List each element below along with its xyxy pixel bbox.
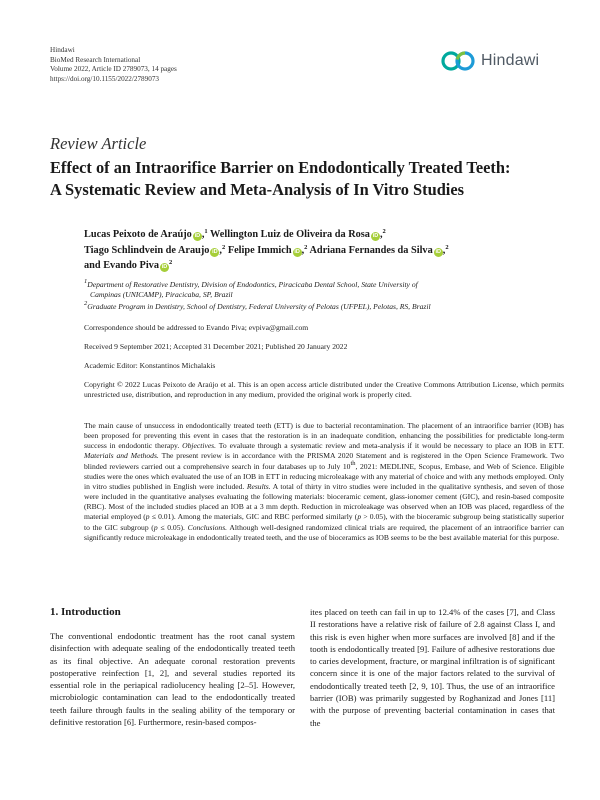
copyright-notice: Copyright © 2022 Lucas Peixoto de Araújo et al. This is an open access article distributed under the Creative Commons Attribution License, which permits unrestricted use, distribution, and reproduction in any medium, provided the original work is properly cited.	[84, 380, 564, 400]
author-affil-sup: 1	[204, 228, 208, 235]
publication-meta	[50, 46, 177, 84]
author-affil-sup: 2	[304, 243, 308, 251]
abstract-text: ≤ 0.01). Among the materials, GIC and RBC performed similarly (	[149, 512, 358, 522]
abstract-text: ≤ 0.05).	[157, 522, 185, 532]
author-affil-sup: 2	[445, 243, 449, 251]
article-type: Review Article	[50, 134, 147, 153]
doi-link[interactable]: https://doi.org/10.1155/2022/2789073	[50, 74, 160, 83]
affiliation-1	[84, 280, 554, 300]
abstract	[84, 421, 564, 543]
publisher-name: Hindawi	[50, 46, 75, 54]
affiliation-2	[84, 302, 554, 312]
abstract-text: The present review is in accordance with the PRISMA 2020 Statement and is registered in the Open Science Framework. Two blinded reviewers carried out a comprehensive search in four databases up to July 10	[84, 451, 564, 471]
abstract-text: > 0.05), with the bioceramic subgroup being statistically superior to the GIC subgroup (	[84, 512, 564, 532]
academic-editor: Academic Editor: Konstantinos Michalakis	[84, 361, 216, 370]
abstract-p-symbol: p	[145, 512, 150, 522]
abstract-p-symbol: p	[357, 512, 362, 522]
abstract-text: Although well-designed randomized clinical trials are required, the placement of an intraorifice barrier can significantly reduce microleakage in endodontically treated teeth, and the use of bioceramics as IOB seems to be the best available material for this purpose.	[84, 522, 564, 542]
intro-right-column: ites placed on teeth can fail in up to 12.4% of the cases [7], and Class II restorations have a relative risk of failure of 2.8 against Class I, and this risk is even higher when more surfaces are involved [8] and if the tooth is endodontically treated [9]. Failure of adhesive restorations due to caries development, fracture, or marginal infiltration is of significant concern since it is one of the major factors related to the survival of endodontically treated teeth [2, 9, 10]. Thus, the use of an intraorifice barrier (IOB) was primarily suggested by Roghanizad and Jones [11] with the purpose of preventing bacterial contamination in cases that the	[310, 607, 555, 728]
author-and: and	[84, 260, 101, 271]
orcid-icon[interactable]: iD	[161, 264, 168, 270]
orcid-icon[interactable]: iD	[194, 233, 201, 239]
abstract-p-symbol: p	[153, 522, 158, 532]
affiliation-text-cont: Campinas (UNICAMP), Piracicaba, SP, Brazil	[90, 290, 233, 300]
received-dates: Received 9 September 2021; Accepted 31 December 2021; Published 20 January 2022	[84, 342, 348, 351]
author-affil-sup: 2	[168, 259, 173, 266]
abstract-text: The main cause of unsuccess in endodontically treated teeth (ETT) is due to bacterial recontamination. The placement of an intraorifice barrier (IOB) has been proposed for preventing this event in cases that the restoration is in an inadequate condition, enhancing the possibilities for predictable long-term success in endodontic therapy.	[84, 421, 564, 451]
author-affil-sup: 2	[382, 228, 386, 235]
intro-left-column: The conventional endodontic treatment has the root canal system disinfection with adequate sealing of the endodontically treated teeth as its final objective. An adequate coronal restoration prevents postoperative reinfection [1, 2], and several studies reported its essential role in the periapical radiolucency healing [2–5]. However, microbiologic contamination can lead to the endodontically treated teeth failure through faults in the sealing ability of the temporary or definitive restoration [6]. Furthermore, resin-based compos-	[50, 631, 295, 728]
logo-text: Hindawi	[481, 52, 540, 69]
orcid-icon[interactable]: iD	[372, 233, 379, 239]
journal-name: BioMed Research International	[50, 55, 141, 64]
orcid-icon[interactable]: iD	[294, 248, 300, 255]
abstract-label-objectives: Objectives.	[182, 441, 217, 451]
affiliation-text: Department of Restorative Dentistry, Division of Endodontics, Piracicaba Dental School, State University of	[87, 280, 418, 289]
author-name[interactable]: Felipe Immich	[227, 244, 292, 256]
abstract-sup: th	[350, 459, 356, 467]
volume-info: Volume 2022, Article ID 2789073, 14 pages	[50, 65, 177, 74]
abstract-label-results: Results.	[246, 481, 271, 491]
abstract-text: To evaluate through a systematic review and meta-analysis if it would be necessary to place an IOB in ETT.	[218, 441, 564, 451]
orcid-icon[interactable]: iD	[212, 248, 218, 255]
abstract-text: A total of thirty in vitro studies were included in the qualitative synthesis, and seven of those were included in the quantitative analyses evaluating the following materials: bioceramic cement, glass-ionomer cement (GIC), and resin-based composite (RBC). Most of the included studies placed an IOB at a 3 mm depth. Reduction in microleakage was observed when an IOB was placed, regardless of the material employed (	[84, 481, 565, 522]
author-list: Lucas Peixoto de Araújo iD ,$^1$ Wellington Luiz de Oliveira da Rosa iD ,$^2$ Tiago Schlindvein de Araujo iD ,$^2$ Felipe Immich iD ,$^2$ Adriana Fernandes da Silva iD ,$^2$ and Evando Piva $iD^2$	[84, 228, 449, 271]
hindawi-logo	[440, 50, 539, 72]
orcid-icon[interactable]: iD	[435, 248, 441, 255]
title-line-2: A Systematic Review and Meta-Analysis of In Vitro Studies	[50, 180, 465, 199]
article-title	[50, 157, 570, 201]
author-name[interactable]: Tiago Schlindvein de Araujo	[84, 244, 210, 256]
author-name[interactable]: Adriana Fernandes da Silva	[309, 244, 433, 256]
affiliation-text: Graduate Program in Dentistry, School of Dentistry, Federal University of Pelotas (UFPEL), Pelotas, RS, Brazil	[87, 302, 431, 312]
logo-rings-icon	[440, 50, 476, 72]
author-name[interactable]: Wellington Luiz de Oliveira da Rosa	[210, 229, 370, 240]
section-heading-introduction: 1. Introduction	[50, 606, 121, 618]
abstract-label-conclusions: Conclusions.	[187, 522, 228, 532]
affiliations	[84, 280, 554, 315]
author-affil-sup: 2	[221, 243, 226, 251]
author-name[interactable]: Lucas Peixoto de Araújo	[84, 229, 192, 240]
title-line-1: Effect of an Intraorifice Barrier on Endodontically Treated Teeth:	[50, 158, 511, 177]
author-name[interactable]: Evando Piva	[103, 260, 159, 271]
abstract-label-methods: Materials and Methods.	[84, 451, 159, 461]
affiliation-number: 1	[84, 278, 88, 285]
affiliation-number: 2	[84, 300, 88, 308]
abstract-text: , 2021: MEDLINE, Scopus, Embase, and Web of Science. Eligible studies were the ones which evaluated the use of an IOB in ETT in reducing microleakage with any material of choice and with any methods employed. Only in vitro studies published in English were included.	[84, 461, 564, 491]
correspondence: Correspondence should be addressed to Evando Piva; evpiva@gmail.com	[84, 323, 309, 332]
